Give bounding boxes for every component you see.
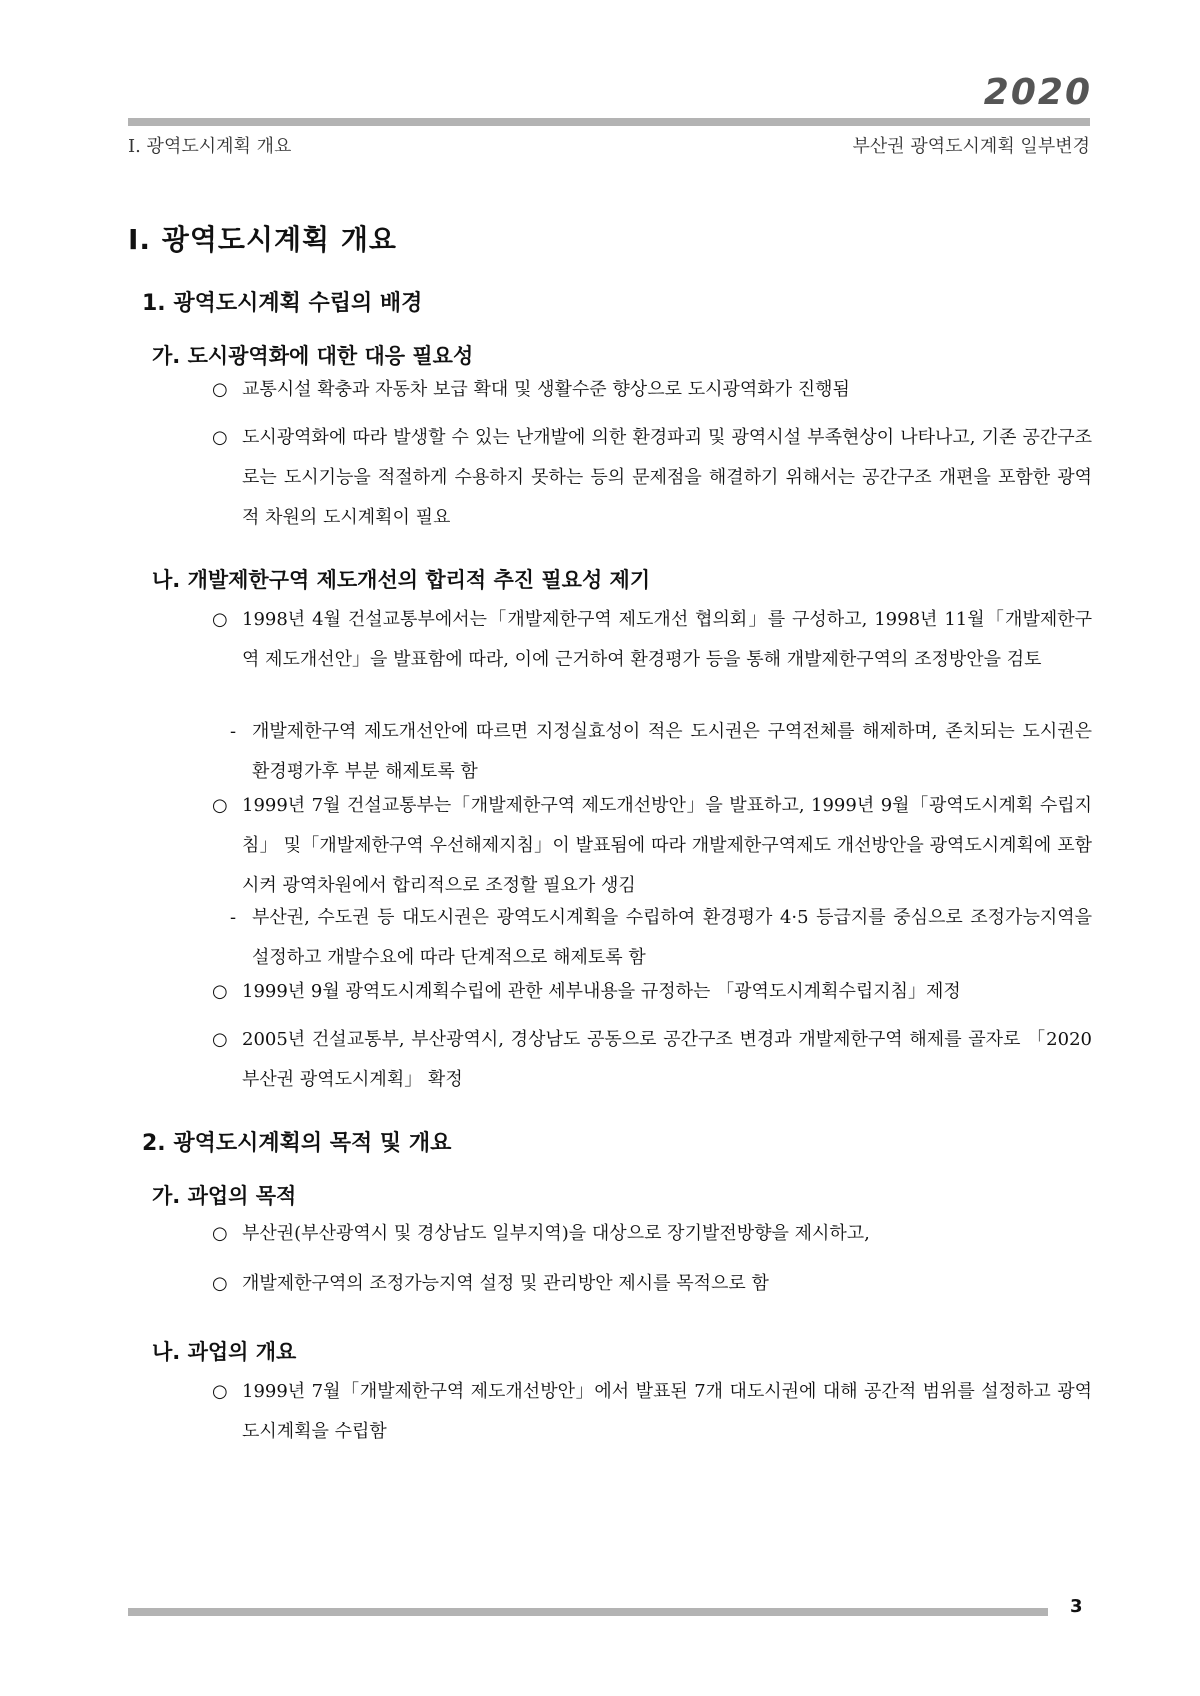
footer-rule <box>128 1608 1048 1616</box>
bullet-text: 도시광역화에 따라 발생할 수 있는 난개발에 의한 환경파괴 및 광역시설 부족현상이 나타나고, 기존 공간구조로는 도시기능을 적절하게 수용하지 못하는 등의 문제점을 해결하기 위해서는 공간구조 개편을 포함한 광역적 차원의 도시계획이 필요 <box>242 427 1092 528</box>
section-heading: 1. 광역도시계획 수립의 배경 <box>142 291 423 316</box>
bullet-paragraph <box>212 786 1092 906</box>
subsection-heading: 나. 개발제한구역 제도개선의 합리적 추진 필요성 제기 <box>152 568 651 592</box>
bullet-paragraph <box>212 1214 1092 1254</box>
dash-paragraph <box>230 898 1092 978</box>
subsection-heading: 나. 과업의 개요 <box>152 1340 297 1364</box>
dash-marker: - <box>230 721 237 742</box>
bullet-text: 1999년 9월 광역도시계획수립에 관한 세부내용을 규정하는 「광역도시계획수립지침」제정 <box>242 981 961 1002</box>
dash-paragraph <box>230 712 1092 792</box>
bullet-marker: ○ <box>212 427 228 448</box>
bullet-marker: ○ <box>212 795 228 816</box>
bullet-paragraph <box>212 418 1092 538</box>
bullet-paragraph <box>212 600 1092 680</box>
bullet-marker: ○ <box>212 981 228 1002</box>
section-heading: 2. 광역도시계획의 목적 및 개요 <box>142 1131 452 1156</box>
bullet-text: 교통시설 확충과 자동차 보급 확대 및 생활수준 향상으로 도시광역화가 진행됨 <box>242 379 850 400</box>
bullet-text: 1998년 4월 건설교통부에서는「개발제한구역 제도개선 협의회」를 구성하고, 1998년 11월「개발제한구역 제도개선안」을 발표함에 따라, 이에 근거하여 환경평가 등을 통해 개발제한구역의 조정방안을 검토 <box>242 609 1092 670</box>
header-rule <box>128 118 1090 126</box>
bullet-paragraph <box>212 370 1092 410</box>
dash-text: 개발제한구역 제도개선안에 따르면 지정실효성이 적은 도시권은 구역전체를 해제하며, 존치되는 도시권은 환경평가후 부분 해제토록 함 <box>252 721 1092 782</box>
dash-text: 부산권, 수도권 등 대도시권은 광역도시계획을 수립하여 환경평가 4·5 등급지를 중심으로 조정가능지역을 설정하고 개발수요에 따라 단계적으로 해제토록 함 <box>252 907 1092 968</box>
bullet-paragraph <box>212 1020 1092 1100</box>
dash-marker: - <box>230 907 237 928</box>
bullet-text: 개발제한구역의 조정가능지역 설정 및 관리방안 제시를 목적으로 함 <box>242 1273 769 1294</box>
bullet-text: 1999년 7월 건설교통부는「개발제한구역 제도개선방안」을 발표하고, 1999년 9월「광역도시계획 수립지침」 및「개발제한구역 우선해제지침」이 발표됨에 따라 개발제한구역제도 개선방안을 광역도시계획에 포함시켜 광역차원에서 합리적으로 조정할 필요가 생김 <box>242 795 1092 896</box>
header-document-title: 부산권 광역도시계획 일부변경 <box>852 136 1090 157</box>
bullet-text: 부산권(부산광역시 및 경상남도 일부지역)을 대상으로 장기발전방향을 제시하고, <box>242 1223 870 1244</box>
bullet-paragraph <box>212 1372 1092 1452</box>
header-year: 2020 <box>983 72 1092 113</box>
bullet-marker: ○ <box>212 609 228 630</box>
chapter-title: Ⅰ. 광역도시계획 개요 <box>128 223 397 256</box>
bullet-marker: ○ <box>212 1029 228 1050</box>
bullet-paragraph <box>212 1264 1092 1304</box>
bullet-marker: ○ <box>212 1273 228 1294</box>
bullet-text: 1999년 7월「개발제한구역 제도개선방안」에서 발표된 7개 대도시권에 대해 공간적 범위를 설정하고 광역도시계획을 수립함 <box>242 1381 1092 1442</box>
page-number: 3 <box>1070 1596 1083 1617</box>
bullet-paragraph <box>212 972 1092 1012</box>
subsection-heading: 가. 도시광역화에 대한 대응 필요성 <box>152 344 474 368</box>
bullet-marker: ○ <box>212 1381 228 1402</box>
bullet-marker: ○ <box>212 1223 228 1244</box>
subsection-heading: 가. 과업의 목적 <box>152 1184 297 1208</box>
bullet-text: 2005년 건설교통부, 부산광역시, 경상남도 공동으로 공간구조 변경과 개발제한구역 해제를 골자로 「2020 부산권 광역도시계획」 확정 <box>242 1029 1092 1090</box>
bullet-marker: ○ <box>212 379 228 400</box>
header-chapter: Ⅰ. 광역도시계획 개요 <box>128 136 292 157</box>
